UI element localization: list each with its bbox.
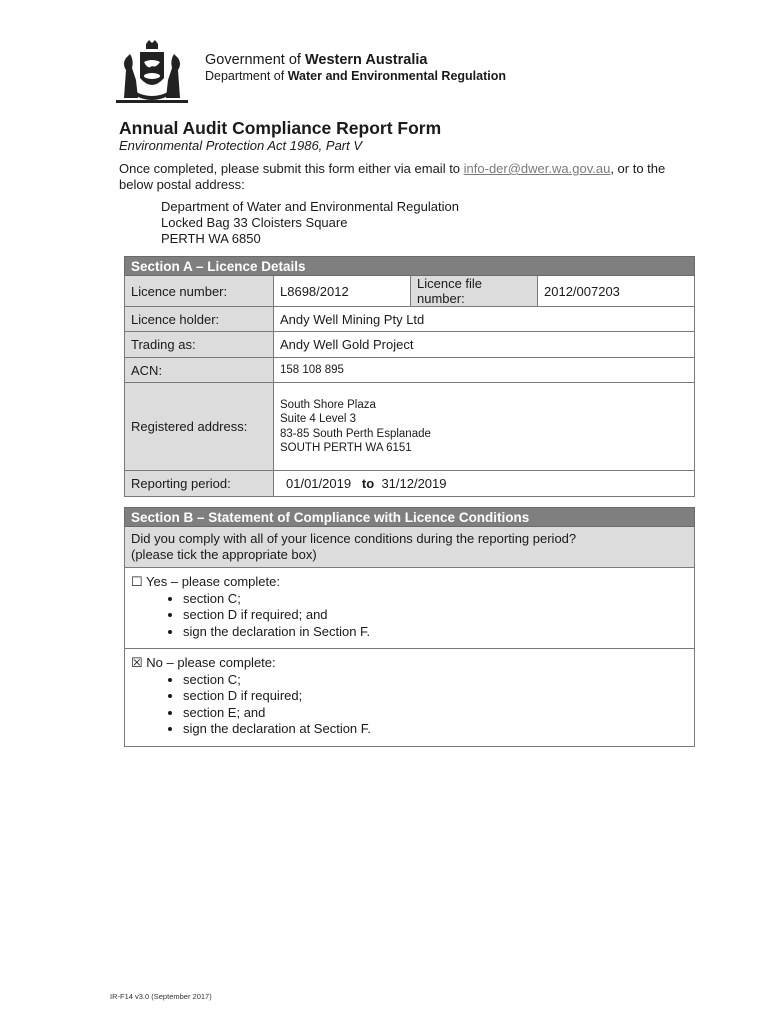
- trading-value[interactable]: Andy Well Gold Project: [274, 332, 695, 358]
- licence-file-value[interactable]: 2012/007203: [538, 276, 695, 307]
- email-link[interactable]: info-der@dwer.wa.gov.au: [463, 161, 611, 176]
- holder-value[interactable]: Andy Well Mining Pty Ltd: [274, 307, 695, 332]
- holder-label: Licence holder:: [125, 307, 274, 332]
- department-name: Department of Water and Environmental Regulation: [205, 69, 507, 83]
- section-b-table: [124, 507, 695, 747]
- licence-number-value[interactable]: L8698/2012: [274, 276, 411, 307]
- trading-label: Trading as:: [125, 332, 274, 358]
- submission-instructions: Once completed, please submit this form either via email to info-der@dwer.wa.gov.au, or to the below postal address:: [119, 161, 666, 192]
- section-a-header: Section A – Licence Details: [125, 257, 695, 276]
- period-value[interactable]: 01/01/2019 to 31/12/2019: [274, 471, 695, 497]
- list-item: • section D if required;: [183, 688, 688, 705]
- list-item: • section C;: [183, 591, 688, 608]
- option-yes: [125, 568, 695, 649]
- form-version-code: IR-F14 v3.0 (September 2017): [110, 992, 212, 1001]
- list-item: • sign the declaration in Section F.: [183, 624, 688, 641]
- government-name: Government of Western Australia: [205, 52, 428, 68]
- list-item: • section D if required; and: [183, 607, 688, 624]
- yes-label: Yes – please complete:: [146, 574, 280, 589]
- list-item: • section C;: [183, 672, 688, 689]
- address-label: Registered address:: [125, 383, 274, 471]
- act-reference: Environmental Protection Act 1986, Part V: [119, 138, 363, 153]
- no-label: No – please complete:: [146, 655, 276, 670]
- list-item: • sign the declaration at Section F.: [183, 721, 688, 738]
- section-b-header: Section B – Statement of Compliance with Licence Conditions: [125, 508, 695, 527]
- option-no: [125, 649, 695, 747]
- postal-address: Department of Water and Environmental Regulation Locked Bag 33 Cloisters Square PERTH WA 6850: [161, 199, 459, 246]
- wa-coat-of-arms-icon: [116, 40, 188, 108]
- licence-number-label: Licence number:: [125, 276, 274, 307]
- address-value[interactable]: South Shore Plaza Suite 4 Level 3 83-85 South Perth Esplanade SOUTH PERTH WA 6151: [274, 383, 695, 471]
- acn-label: ACN:: [125, 358, 274, 383]
- no-checkbox[interactable]: ☒: [131, 655, 143, 670]
- compliance-question: Did you comply with all of your licence conditions during the reporting period? (please tick the appropriate box): [125, 527, 695, 568]
- list-item: • section E; and: [183, 705, 688, 722]
- period-label: Reporting period:: [125, 471, 274, 497]
- form-title: Annual Audit Compliance Report Form: [119, 118, 442, 138]
- yes-checkbox[interactable]: ☐: [131, 574, 143, 589]
- licence-file-label: Licence file number:: [411, 276, 538, 307]
- section-a-table: [124, 256, 695, 497]
- acn-value[interactable]: 158 108 895: [274, 358, 695, 383]
